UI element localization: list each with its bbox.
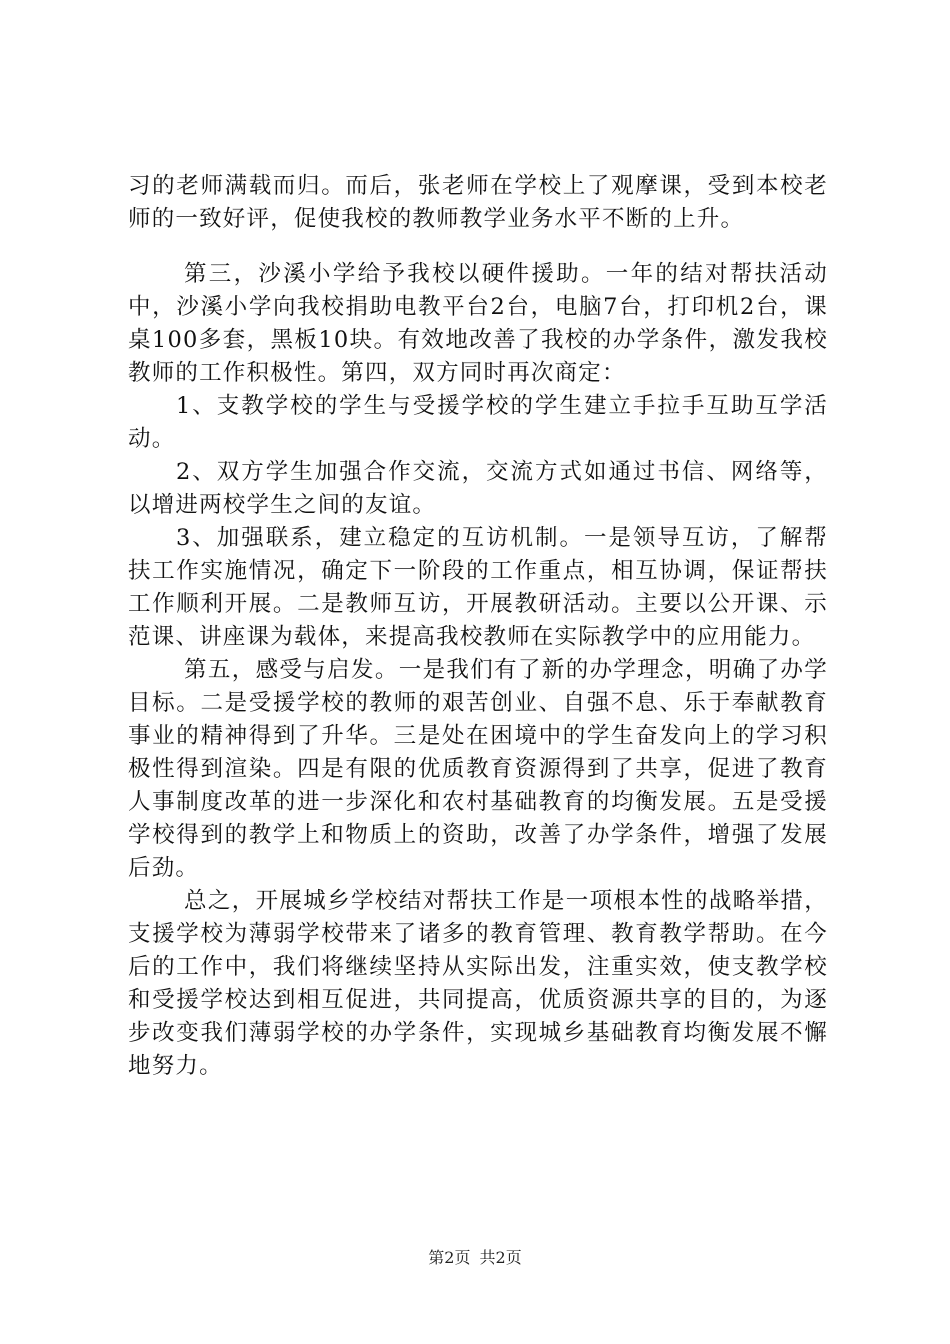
paragraph-fifth-point: 第五，感受与启发。一是我们有了新的办学理念，明确了办学目标。二是受援学校的教师的艰苦创业、自强不息、乐于奉献教育事业的精神得到了升华。三是处在困境中的学生奋发向上的学习积极性得到渲染。四是有限的优质教育资源得到了共享，促进了教育人事制度改革的进一步深化和农村基础教育的均衡发展。五是受援学校得到的教学上和物质上的资助，改善了办学条件，增强了发展后劲。 <box>128 657 828 881</box>
paragraph-agreement-2: 2、双方学生加强合作交流，交流方式如通过书信、网络等，以增进两校学生之间的友谊。 <box>128 459 828 518</box>
page-footer <box>0 1245 950 1268</box>
paragraph-agreement-3: 3、加强联系，建立稳定的互访机制。一是领导互访，了解帮扶工作实施情况，确定下一阶段的工作重点，相互协调，保证帮扶工作顺利开展。二是教师互访，开展教研活动。主要以公开课、示范课、讲座课为载体，来提高我校教师在实际教学中的应用能力。 <box>128 525 828 650</box>
paragraph-conclusion: 总之，开展城乡学校结对帮扶工作是一项根本性的战略举措，支援学校为薄弱学校带来了诸多的教育管理、教育教学帮助。在今后的工作中，我们将继续坚持从实际出发，注重实效，使支教学校和受援学校达到相互促进，共同提高，优质资源共享的目的，为逐步改变我们薄弱学校的办学条件，实现城乡基础教育均衡发展不懈地努力。 <box>128 888 828 1079</box>
paragraph-continuation: 习的老师满载而归。而后，张老师在学校上了观摩课，受到本校老师的一致好评，促使我校的教师教学业务水平不断的上升。 <box>128 173 828 232</box>
paragraph-third-point: 第三，沙溪小学给予我校以硬件援助。一年的结对帮扶活动中，沙溪小学向我校捐助电教平台2台，电脑7台，打印机2台，课桌100多套，黑板10块。有效地改善了我校的办学条件，激发我校教师的工作积极性。第四，双方同时再次商定： <box>128 261 828 386</box>
page-total: 共2页 <box>479 1248 522 1267</box>
paragraph-agreement-1: 1、支教学校的学生与受援学校的学生建立手拉手互助互学活动。 <box>128 393 828 452</box>
document-body <box>128 170 828 1083</box>
page-number: 第2页 <box>428 1248 471 1267</box>
